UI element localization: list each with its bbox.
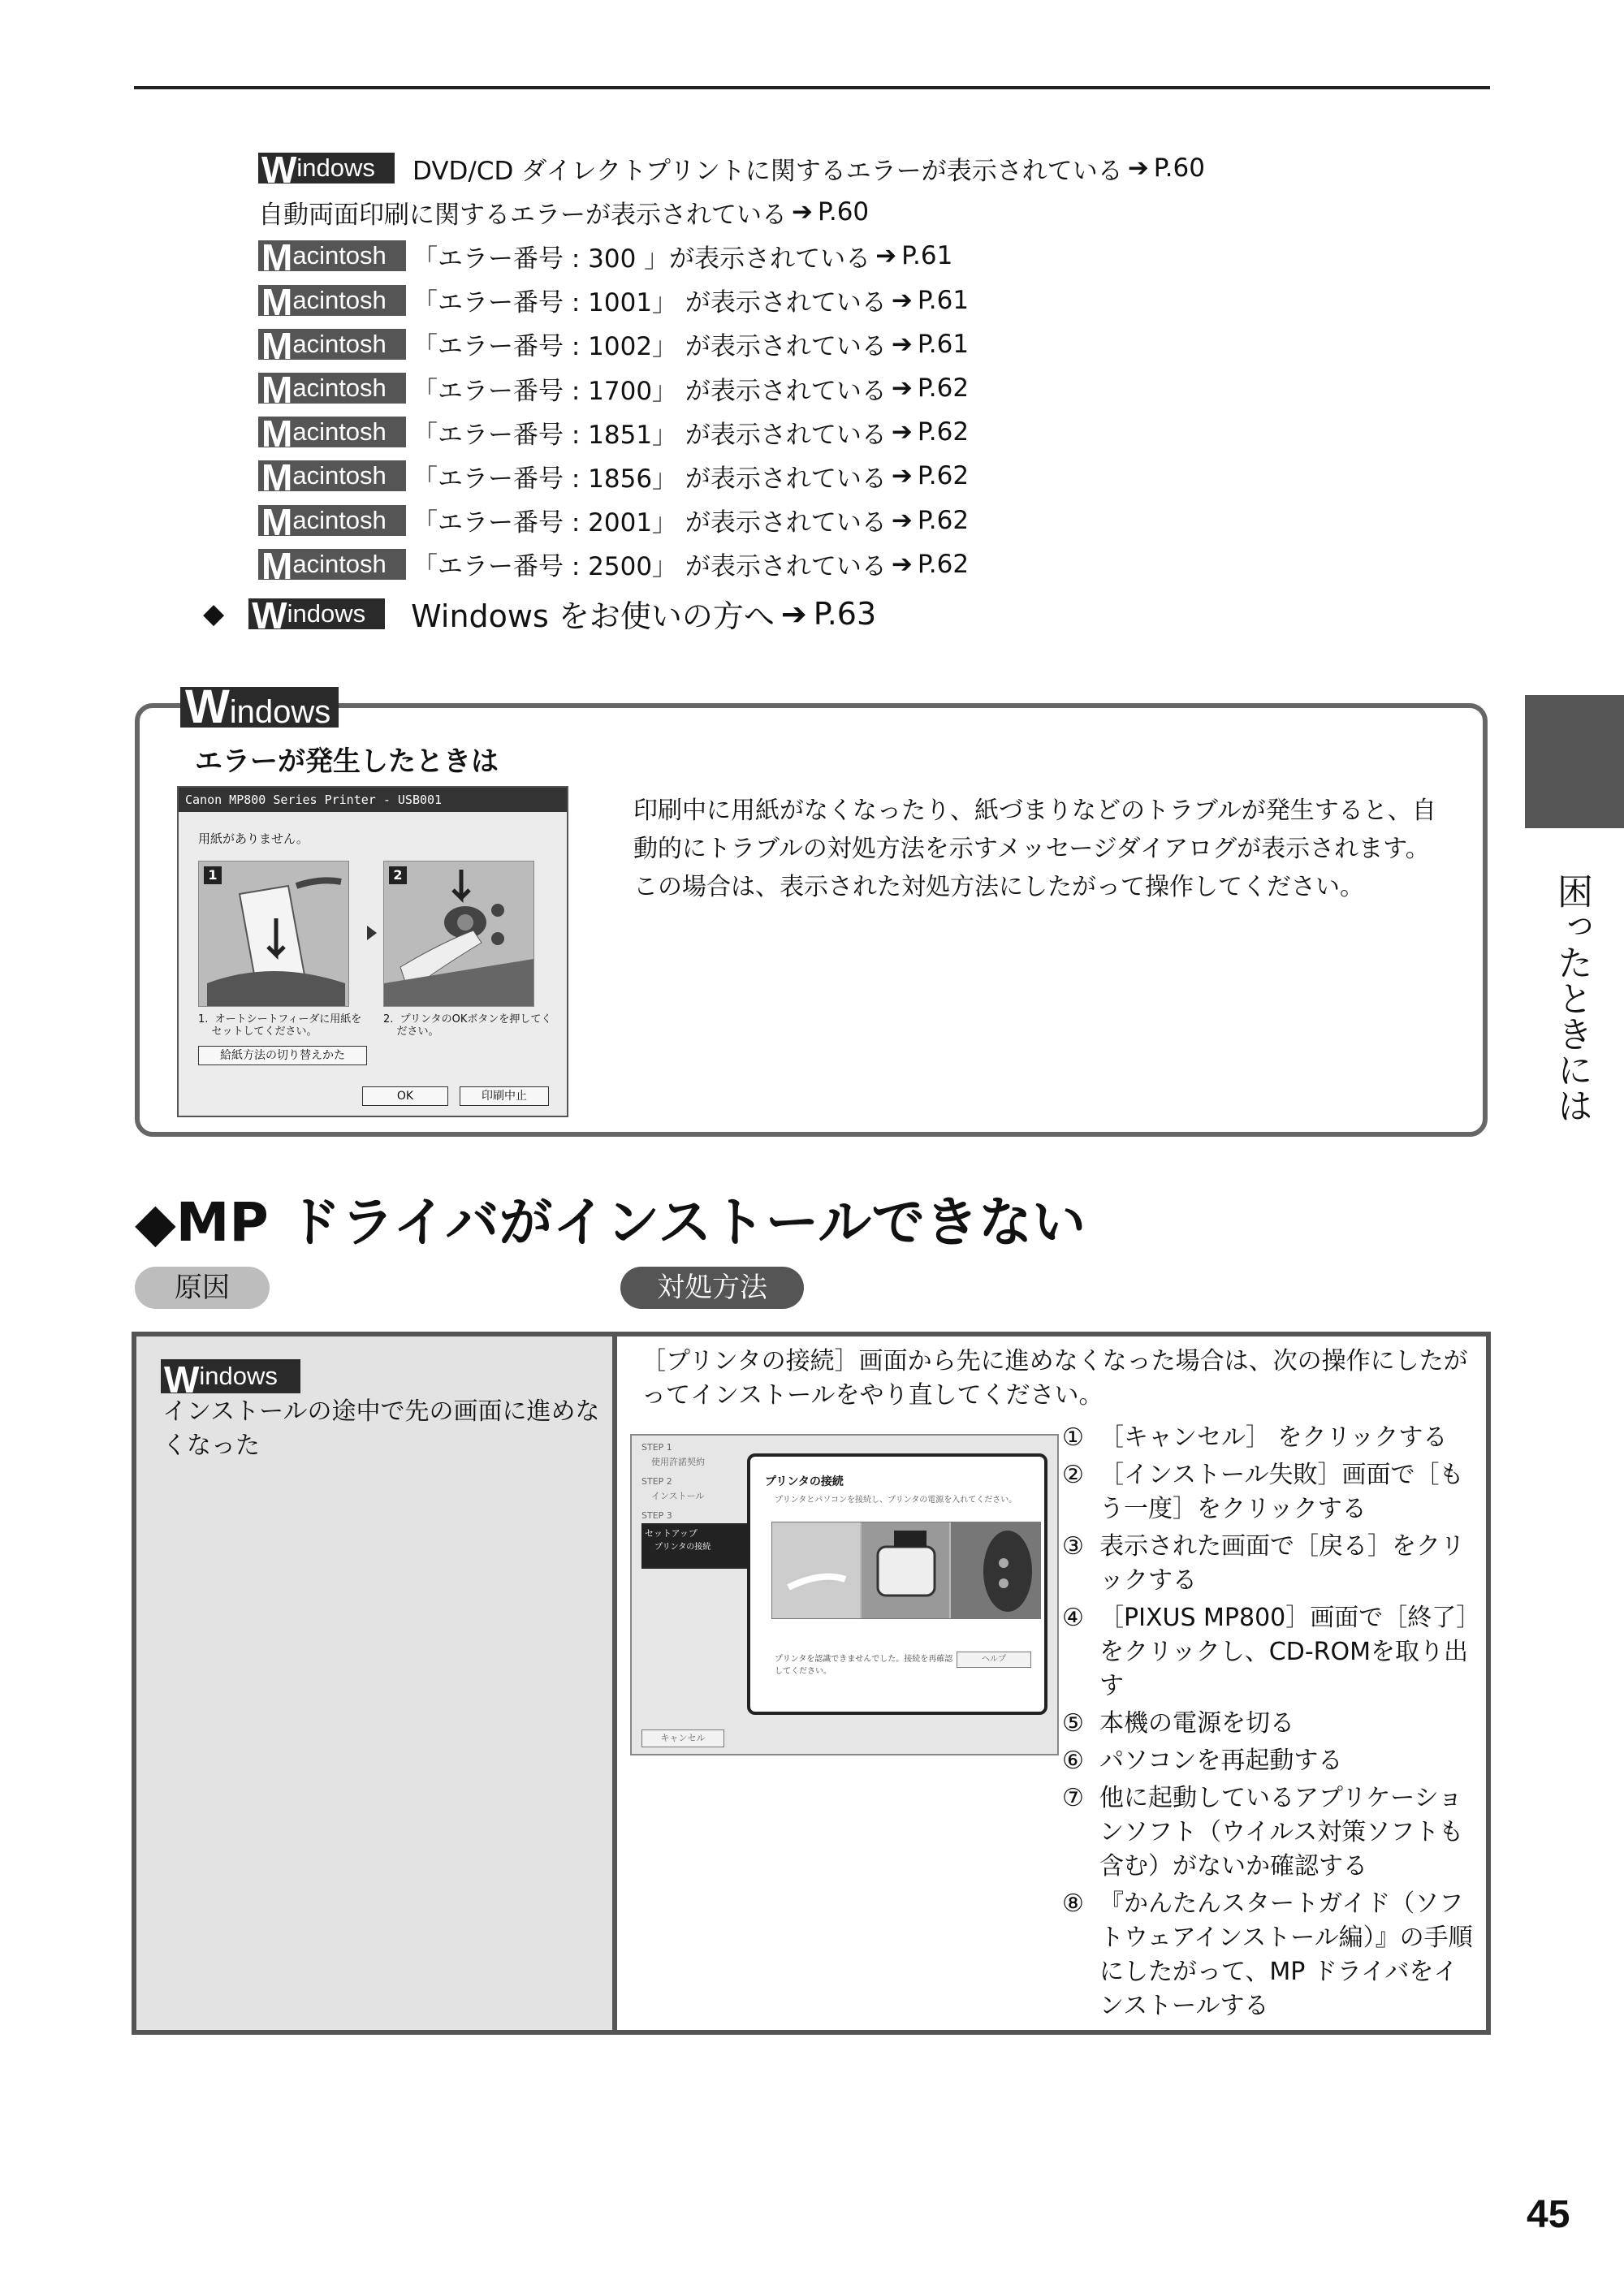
action-steps [1062,1421,1476,2027]
step-text: 他に起動しているアプリケーションソフト（ウイルス対策ソフトも含む）がないか確認する [1099,1784,1464,1881]
bullet-diamond-icon: ◆ [203,597,225,630]
error-link-row[interactable] [258,234,1205,278]
arrow-right-icon: ➔ [792,197,813,227]
side-tab-label: 困ったときには [1551,873,1592,1123]
step-number: ④ [1062,1604,1084,1632]
error-link-text: 自動両面印刷に関するエラーが表示されている [258,200,787,230]
error-link-text: 「エラー番号 : 2001」 が表示されている [412,508,887,538]
macintosh-badge: Macintosh [258,373,406,404]
cause-label: 原因 [135,1267,270,1309]
page-number: 45 [1527,2193,1570,2236]
macintosh-badge: Macintosh [258,240,406,271]
error-link-page: P.62 [917,461,970,491]
error-link-text: 「エラー番号 : 300 」が表示されている [412,244,871,274]
macintosh-badge: Macintosh [258,329,406,360]
cancel-button[interactable]: キャンセル [641,1729,724,1747]
ok-button[interactable]: OK [362,1086,448,1106]
macintosh-badge: Macintosh [258,285,406,316]
windows-link-page: P.63 [813,595,877,632]
printer-connection-screen: STEP 1 使用許諾契約 STEP 2 インストール STEP 3 セットアップ プリンタの接続 プリンタの接続 プリンタとパソコンを接続し、プリンタの電源を入れてください。 プリンタを認識できませんでした。接続を再確認してください。 ヘルプ キャンセル [630,1434,1059,1755]
cause-action-table [132,1332,1491,2035]
step-number: ③ [1062,1532,1084,1561]
error-link-row[interactable] [258,499,1205,542]
error-link-list [258,146,1205,586]
arrow-right-icon: ➔ [891,374,913,404]
step-number: ⑤ [1062,1709,1084,1738]
error-link-row[interactable] [258,190,1205,234]
error-link-text: 「エラー番号 : 1856」 が表示されている [412,464,887,494]
help-button[interactable]: ヘルプ [957,1652,1031,1668]
connection-photos [771,1522,1041,1619]
dialog-step1-caption: 1. オートシートフィーダに用紙を セットしてください。 [198,1013,362,1038]
action-step [1062,1421,1476,1455]
error-box-description: 印刷中に用紙がなくなったり、紙づまりなどのトラブルが発生すると、自動的にトラブルの対処方法を示すメッセージダイアログが表示されます。この場合は、表示された対処方法にしたがって操作してください。 [633,797,1436,901]
dialog-step1-image: 1 [198,861,349,1007]
arrow-right-icon: ➔ [891,505,913,535]
error-link-row[interactable] [258,410,1205,454]
step-number: ① [1062,1423,1084,1452]
error-link-page: P.61 [917,285,970,315]
arrow-right-icon: ➔ [891,549,913,579]
error-link-row[interactable] [258,146,1205,190]
step-text: 表示された画面で［戻る］をクリックする [1099,1532,1465,1595]
step-text: 『かんたんスタートガイド（ソフトウェアインストール編）』の手順にしたがって、MP ドライバをインストールする [1099,1889,1473,2020]
dialog-step2-image: 2 [383,861,534,1007]
error-link-text: 「エラー番号 : 1001」 が表示されている [412,288,887,318]
step-text: ［キャンセル］ をクリックする [1099,1423,1448,1452]
dialog-title: Canon MP800 Series Printer - USB001 [179,788,567,812]
action-step [1062,1601,1476,1704]
arrow-right-icon: ➔ [891,461,913,491]
arrow-right-icon: ➔ [1127,153,1149,184]
arrow-right-icon: ➔ [891,329,913,359]
printer-error-dialog [177,786,568,1117]
step-text: パソコンを再起動する [1099,1747,1343,1775]
connection-subtitle: プリンタとパソコンを接続し、プリンタの電源を入れてください。 [775,1496,1017,1505]
windows-badge: Windows [248,598,385,629]
windows-box-badge: Windows [180,687,339,728]
arrow-right-icon: ➔ [875,241,897,271]
stop-print-button[interactable]: 印刷中止 [460,1086,549,1106]
windows-badge: Windows [258,153,395,184]
error-link-page: P.62 [917,374,970,404]
cause-text: インストールの途中で先の画面に進めなくなった [162,1397,600,1460]
error-link-row[interactable] [258,322,1205,366]
error-link-row[interactable] [258,542,1205,586]
error-link-row[interactable] [258,279,1205,322]
error-link-text: 「エラー番号 : 2500」 が表示されている [412,552,887,582]
error-link-page: P.60 [817,197,870,227]
arrow-right-icon: ➔ [891,417,913,447]
arrow-right-icon: ➔ [780,595,807,632]
action-step [1062,1707,1476,1741]
dialog-message: 用紙がありません。 [198,831,309,846]
action-step [1062,1458,1476,1527]
side-tab-marker [1525,695,1624,828]
error-link-row[interactable] [258,366,1205,410]
action-step [1062,1530,1476,1598]
macintosh-badge: Macintosh [258,417,406,447]
connection-panel [747,1453,1047,1715]
error-link-page: P.62 [917,417,970,447]
error-link-text: DVD/CD ダイレクトプリントに関するエラーが表示されている [412,156,1123,186]
step-text: ［PIXUS MP800］画面で［終了］をクリックし、CD-ROMを取り出す [1099,1604,1469,1700]
section-heading: ◆MP ドライバがインストールできない [135,1191,1086,1254]
macintosh-badge: Macintosh [258,505,406,536]
switch-feed-button[interactable]: 給紙方法の切り替えかた [198,1046,367,1065]
macintosh-badge: Macintosh [258,460,406,491]
error-link-text: 「エラー番号 : 1002」 が表示されている [412,332,887,362]
error-link-page: P.60 [1153,153,1205,184]
error-link-row[interactable] [258,454,1205,498]
error-link-text: 「エラー番号 : 1851」 が表示されている [412,420,887,450]
action-label: 対処方法 [620,1267,804,1309]
step-number: ⑧ [1062,1889,1084,1918]
error-link-page: P.62 [917,549,970,579]
action-step [1062,1887,1476,2023]
connection-note: プリンタを認識できませんでした。接続を再確認してください。 [775,1655,953,1676]
step-number: ⑦ [1062,1784,1084,1812]
dialog-step2-caption: 2. プリンタのOKボタンを押してく ださい。 [383,1013,552,1038]
action-step [1062,1744,1476,1778]
action-intro: ［プリンタの接続］画面から先に進めなくなった場合は、次の操作にしたがってインストールをやり直してください。 [641,1347,1468,1410]
top-rule [134,86,1490,89]
connection-title: プリンタの接続 [765,1475,844,1488]
step-number: ② [1062,1461,1084,1489]
step-text: ［インストール失敗］画面で［もう一度］をクリックする [1099,1461,1464,1523]
error-link-text: 「エラー番号 : 1700」 が表示されている [412,376,887,406]
step-text: 本機の電源を切る [1099,1709,1294,1738]
action-step [1062,1781,1476,1884]
arrow-right-icon: ➔ [891,285,913,315]
step-number: ⑥ [1062,1747,1084,1775]
windows-badge: Windows [161,1359,300,1393]
panel-arrow-icon [367,926,377,940]
error-box-heading: エラーが発生したときは [195,745,499,778]
macintosh-badge: Macintosh [258,549,406,580]
error-link-page: P.61 [917,329,970,359]
error-link-page: P.62 [917,505,970,535]
cause-cell [136,1337,617,2030]
current-step-highlight: セットアップ プリンタの接続 [641,1523,747,1569]
windows-link-text: Windows をお使いの方へ [411,598,775,634]
windows-users-link[interactable] [203,591,876,636]
printer-cable-icon [772,1522,1040,1618]
error-link-page: P.61 [901,241,953,271]
